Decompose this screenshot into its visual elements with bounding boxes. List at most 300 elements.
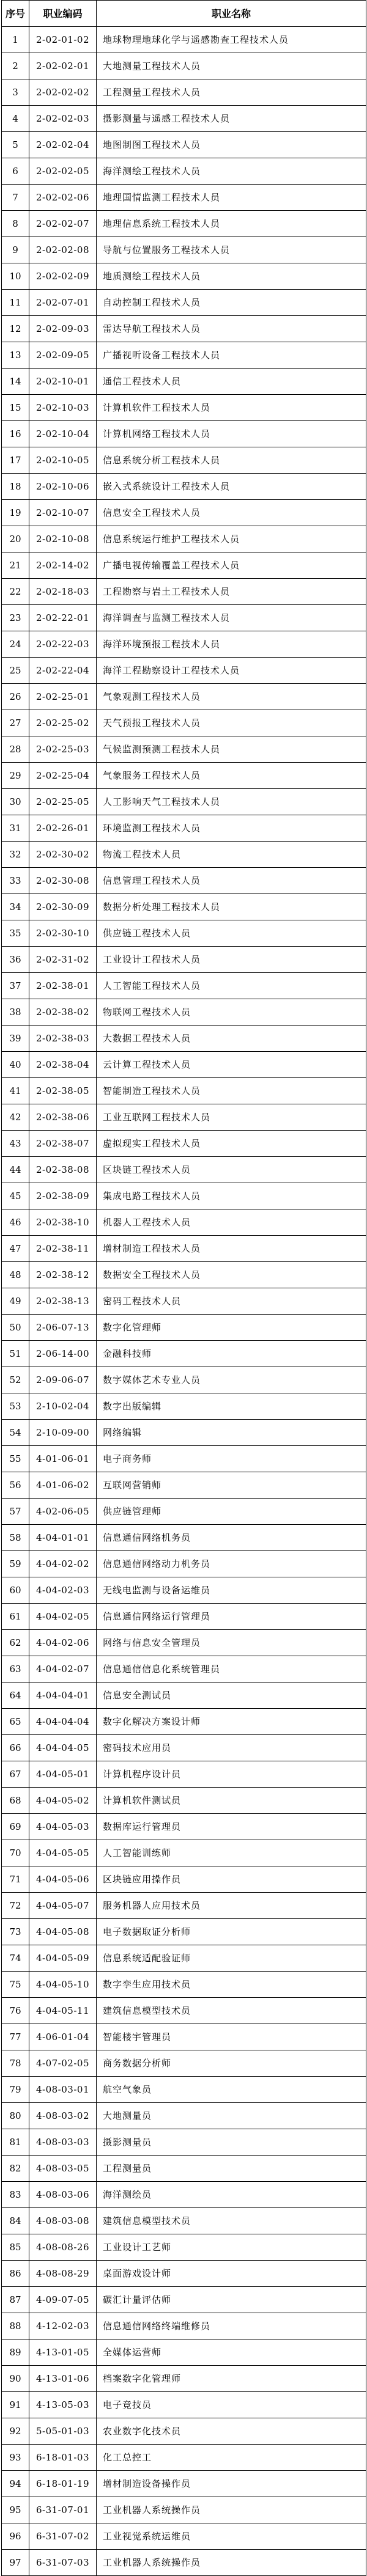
table-row	[2, 2024, 366, 2050]
table-row	[2, 237, 366, 263]
occupation-name: 大地测量员	[97, 2103, 366, 2129]
table-row	[2, 658, 366, 684]
occupation-code: 2-02-30-08	[29, 868, 97, 894]
row-index: 23	[2, 605, 29, 631]
occupation-code: 4-04-05-09	[29, 1945, 97, 1972]
occupation-name: 虚拟现实工程技术人员	[97, 1131, 366, 1157]
table-row	[2, 1656, 366, 1682]
row-index: 35	[2, 920, 29, 947]
table-row	[2, 2287, 366, 2313]
occupation-code: 4-04-05-01	[29, 1761, 97, 1788]
occupation-name: 人工影响天气工程技术人员	[97, 789, 366, 815]
row-index: 48	[2, 1262, 29, 1288]
row-index: 28	[2, 736, 29, 763]
table-row	[2, 369, 366, 395]
table-row	[2, 2234, 366, 2261]
occupation-name: 集成电路工程技术人员	[97, 1183, 366, 1209]
occupation-code: 4-04-01-01	[29, 1525, 97, 1551]
table-row	[2, 1052, 366, 1078]
table-row	[2, 1551, 366, 1577]
occupation-code: 2-02-38-02	[29, 999, 97, 1026]
occupation-code: 2-10-02-04	[29, 1393, 97, 1420]
occupation-code: 2-02-10-08	[29, 526, 97, 552]
occupation-name: 摄影测量员	[97, 2129, 366, 2156]
row-index: 2	[2, 53, 29, 79]
occupation-name: 海洋测绘工程技术人员	[97, 158, 366, 185]
row-index: 11	[2, 290, 29, 316]
occupation-name: 网络与信息安全管理员	[97, 1630, 366, 1656]
row-index: 40	[2, 1052, 29, 1078]
occupation-name: 计算机软件工程技术人员	[97, 395, 366, 421]
row-index: 59	[2, 1551, 29, 1577]
occupation-name: 网络编辑	[97, 1420, 366, 1446]
row-index: 91	[2, 2392, 29, 2418]
table-row	[2, 2208, 366, 2234]
row-index: 29	[2, 763, 29, 789]
row-index: 32	[2, 842, 29, 868]
table-row	[2, 1840, 366, 1866]
table-row	[2, 710, 366, 736]
occupation-name: 工业机器人系统操作员	[97, 2497, 366, 2523]
occupation-name: 工业互联网工程技术人员	[97, 1104, 366, 1131]
table-row	[2, 920, 366, 947]
occupation-code: 2-02-38-10	[29, 1209, 97, 1236]
occupation-name: 桌面游戏设计师	[97, 2261, 366, 2287]
table-row	[2, 1341, 366, 1367]
row-index: 31	[2, 815, 29, 842]
occupation-name: 数字化解决方案设计师	[97, 1709, 366, 1735]
occupation-name: 金融科技师	[97, 1341, 366, 1367]
occupation-name: 商务数据分析师	[97, 2050, 366, 2077]
occupation-name: 地质测绘工程技术人员	[97, 263, 366, 290]
row-index: 62	[2, 1630, 29, 1656]
occupation-name: 电子数据取证分析师	[97, 1919, 366, 1945]
occupation-code: 2-02-38-13	[29, 1288, 97, 1315]
occupation-code: 2-02-02-06	[29, 185, 97, 211]
occupation-code: 2-02-02-04	[29, 132, 97, 158]
table-row	[2, 79, 366, 106]
table-row	[2, 2129, 366, 2156]
table-row	[2, 2550, 366, 2576]
row-index: 1	[2, 27, 29, 53]
occupation-name: 密码技术应用员	[97, 1735, 366, 1761]
occupation-name: 信息通信网络机务员	[97, 1525, 366, 1551]
row-index: 66	[2, 1735, 29, 1761]
occupation-name: 数据安全工程技术人员	[97, 1262, 366, 1288]
row-index: 51	[2, 1341, 29, 1367]
occupation-name: 信息通信网络运行管理员	[97, 1604, 366, 1630]
row-index: 34	[2, 894, 29, 920]
occupation-name: 信息通信网络动力机务员	[97, 1551, 366, 1577]
occupation-code: 6-18-01-19	[29, 2471, 97, 2497]
table-row	[2, 1157, 366, 1183]
occupation-name: 数字孪生应用技术员	[97, 1972, 366, 1998]
occupation-name: 海洋环境预报工程技术人员	[97, 631, 366, 658]
table-row	[2, 1131, 366, 1157]
occupation-name: 增材制造设备操作员	[97, 2471, 366, 2497]
table-row	[2, 1078, 366, 1104]
occupation-name: 智能制造工程技术人员	[97, 1078, 366, 1104]
occupation-name: 全媒体运营师	[97, 2339, 366, 2366]
row-index: 77	[2, 2024, 29, 2050]
occupation-name: 无线电监测与设备运维员	[97, 1577, 366, 1604]
table-row	[2, 1866, 366, 1893]
row-index: 68	[2, 1788, 29, 1814]
table-row	[2, 894, 366, 920]
row-index: 83	[2, 2182, 29, 2208]
occupation-name: 天气预报工程技术人员	[97, 710, 366, 736]
table-row	[2, 2261, 366, 2287]
table-row	[2, 1393, 366, 1420]
table-row	[2, 500, 366, 526]
row-index: 74	[2, 1945, 29, 1972]
table-row	[2, 1919, 366, 1945]
row-index: 22	[2, 579, 29, 605]
occupation-name: 信息系统适配验证师	[97, 1945, 366, 1972]
occupation-code: 2-02-38-03	[29, 1026, 97, 1052]
occupation-name: 供应链工程技术人员	[97, 920, 366, 947]
occupation-name: 海洋调查与监测工程技术人员	[97, 605, 366, 631]
table-row	[2, 263, 366, 290]
table-row	[2, 1893, 366, 1919]
occupation-name: 互联网营销师	[97, 1472, 366, 1499]
row-index: 47	[2, 1236, 29, 1262]
table-row	[2, 1630, 366, 1656]
occupation-name: 气象服务工程技术人员	[97, 763, 366, 789]
occupation-code: 4-04-05-06	[29, 1866, 97, 1893]
occupation-name: 数字化管理师	[97, 1315, 366, 1341]
table-row	[2, 1315, 366, 1341]
row-index: 88	[2, 2313, 29, 2339]
table-row	[2, 763, 366, 789]
row-index: 56	[2, 1472, 29, 1499]
occupation-name: 人工智能训练师	[97, 1840, 366, 1866]
occupation-name: 计算机软件测试员	[97, 1788, 366, 1814]
row-index: 65	[2, 1709, 29, 1735]
occupation-name: 工程测量工程技术人员	[97, 79, 366, 106]
occupation-name: 航空气象员	[97, 2077, 366, 2103]
occupation-code: 4-06-01-04	[29, 2024, 97, 2050]
occupation-code: 2-02-26-01	[29, 815, 97, 842]
row-index: 87	[2, 2287, 29, 2313]
occupation-code: 2-02-25-02	[29, 710, 97, 736]
occupation-name: 广播视听设备工程技术人员	[97, 342, 366, 369]
row-index: 97	[2, 2550, 29, 2576]
table-row	[2, 815, 366, 842]
row-index: 15	[2, 395, 29, 421]
occupation-name: 地理信息系统工程技术人员	[97, 211, 366, 237]
table-row	[2, 474, 366, 500]
occupation-name: 智能楼宇管理员	[97, 2024, 366, 2050]
occupation-code: 2-02-38-04	[29, 1052, 97, 1078]
table-row	[2, 2445, 366, 2471]
table-row	[2, 2103, 366, 2129]
row-index: 17	[2, 447, 29, 474]
table-row	[2, 605, 366, 631]
occupation-code: 4-04-02-07	[29, 1656, 97, 1682]
occupation-code: 2-02-38-01	[29, 973, 97, 999]
occupation-name: 工业视觉系统运维员	[97, 2523, 366, 2550]
occupation-name: 建筑信息模型技术员	[97, 2208, 366, 2234]
occupation-code: 4-08-03-05	[29, 2156, 97, 2182]
occupation-name: 广播电视传输覆盖工程技术人员	[97, 552, 366, 579]
occupation-name: 信息安全测试员	[97, 1682, 366, 1709]
row-index: 92	[2, 2418, 29, 2445]
row-index: 45	[2, 1183, 29, 1209]
occupation-name: 摄影测量与遥感工程技术人员	[97, 106, 366, 132]
row-index: 3	[2, 79, 29, 106]
occupation-name: 数据库运行管理员	[97, 1814, 366, 1840]
row-index: 13	[2, 342, 29, 369]
occupation-code: 4-04-02-03	[29, 1577, 97, 1604]
row-index: 39	[2, 1026, 29, 1052]
occupation-name: 导航与位置服务工程技术人员	[97, 237, 366, 263]
occupation-name: 化工总控工	[97, 2445, 366, 2471]
occupation-code: 2-09-06-07	[29, 1367, 97, 1393]
row-index: 27	[2, 710, 29, 736]
row-index: 12	[2, 316, 29, 342]
occupation-code: 2-02-38-09	[29, 1183, 97, 1209]
occupation-name: 地理国情监测工程技术人员	[97, 185, 366, 211]
row-index: 33	[2, 868, 29, 894]
occupation-name: 海洋测绘员	[97, 2182, 366, 2208]
occupation-name: 大数据工程技术人员	[97, 1026, 366, 1052]
occupation-name: 工业设计工程技术人员	[97, 947, 366, 973]
occupation-code: 6-31-07-03	[29, 2550, 97, 2576]
occupation-name: 农业数字化技术员	[97, 2418, 366, 2445]
occupation-name: 物流工程技术人员	[97, 842, 366, 868]
table-row	[2, 684, 366, 710]
occupation-code: 2-02-09-03	[29, 316, 97, 342]
occupation-code: 2-02-02-05	[29, 158, 97, 185]
table-row	[2, 999, 366, 1026]
row-index: 36	[2, 947, 29, 973]
row-index: 90	[2, 2366, 29, 2392]
table-row	[2, 2182, 366, 2208]
row-index: 41	[2, 1078, 29, 1104]
occupation-name: 增材制造工程技术人员	[97, 1236, 366, 1262]
table-row	[2, 1945, 366, 1972]
occupation-code: 4-04-02-02	[29, 1551, 97, 1577]
occupation-code: 4-01-06-01	[29, 1446, 97, 1472]
occupation-code: 4-01-06-02	[29, 1472, 97, 1499]
occupation-code: 4-08-03-08	[29, 2208, 97, 2234]
table-row	[2, 1998, 366, 2024]
row-index: 52	[2, 1367, 29, 1393]
header-code: 职业编码	[29, 1, 97, 27]
table-row	[2, 1814, 366, 1840]
table-row	[2, 53, 366, 79]
row-index: 44	[2, 1157, 29, 1183]
occupation-name: 信息通信网络终端维修员	[97, 2313, 366, 2339]
row-index: 75	[2, 1972, 29, 1998]
row-index: 38	[2, 999, 29, 1026]
occupation-code: 4-08-03-03	[29, 2129, 97, 2156]
occupation-name: 人工智能工程技术人员	[97, 973, 366, 999]
occupation-name: 信息系统分析工程技术人员	[97, 447, 366, 474]
row-index: 49	[2, 1288, 29, 1315]
occupation-code: 2-02-02-07	[29, 211, 97, 237]
row-index: 14	[2, 369, 29, 395]
table-row	[2, 2471, 366, 2497]
row-index: 25	[2, 658, 29, 684]
table-row	[2, 395, 366, 421]
header-index: 序号	[2, 1, 29, 27]
row-index: 67	[2, 1761, 29, 1788]
table-row	[2, 1972, 366, 1998]
table-header-row	[2, 1, 366, 27]
table-row	[2, 2523, 366, 2550]
occupation-name: 数字出版编辑	[97, 1393, 366, 1420]
occupation-code: 2-02-18-03	[29, 579, 97, 605]
row-index: 94	[2, 2471, 29, 2497]
occupation-name: 物联网工程技术人员	[97, 999, 366, 1026]
occupation-code: 4-02-06-05	[29, 1499, 97, 1525]
occupation-code: 2-10-09-00	[29, 1420, 97, 1446]
occupation-name: 计算机程序设计员	[97, 1761, 366, 1788]
table-row	[2, 1288, 366, 1315]
table-row	[2, 447, 366, 474]
occupation-name: 海洋工程勘察设计工程技术人员	[97, 658, 366, 684]
occupation-code: 4-09-07-05	[29, 2287, 97, 2313]
table-row	[2, 2418, 366, 2445]
row-index: 7	[2, 185, 29, 211]
occupation-name: 自动控制工程技术人员	[97, 290, 366, 316]
table-row	[2, 106, 366, 132]
header-name: 职业名称	[97, 1, 366, 27]
occupation-code: 2-02-38-07	[29, 1131, 97, 1157]
occupation-code: 4-13-01-06	[29, 2366, 97, 2392]
occupation-name: 区块链应用操作员	[97, 1866, 366, 1893]
row-index: 9	[2, 237, 29, 263]
occupation-code: 2-02-10-06	[29, 474, 97, 500]
table-row	[2, 132, 366, 158]
row-index: 78	[2, 2050, 29, 2077]
occupation-name: 计算机网络工程技术人员	[97, 421, 366, 447]
occupation-code: 4-04-04-04	[29, 1709, 97, 1735]
row-index: 84	[2, 2208, 29, 2234]
occupation-code: 4-04-04-01	[29, 1682, 97, 1709]
row-index: 43	[2, 1131, 29, 1157]
occupation-code: 2-02-10-01	[29, 369, 97, 395]
row-index: 6	[2, 158, 29, 185]
occupation-name: 电子商务师	[97, 1446, 366, 1472]
table-row	[2, 1262, 366, 1288]
occupation-code: 2-06-07-13	[29, 1315, 97, 1341]
table-row	[2, 1709, 366, 1735]
occupation-code: 4-08-03-02	[29, 2103, 97, 2129]
row-index: 19	[2, 500, 29, 526]
occupation-code: 4-13-05-03	[29, 2392, 97, 2418]
table-row	[2, 789, 366, 815]
row-index: 21	[2, 552, 29, 579]
occupation-code: 2-02-10-04	[29, 421, 97, 447]
row-index: 54	[2, 1420, 29, 1446]
occupation-name: 服务机器人应用技术员	[97, 1893, 366, 1919]
occupation-name: 信息安全工程技术人员	[97, 500, 366, 526]
row-index: 79	[2, 2077, 29, 2103]
occupation-code: 2-02-22-03	[29, 631, 97, 658]
occupation-code: 2-02-30-09	[29, 894, 97, 920]
occupation-code: 2-02-38-12	[29, 1262, 97, 1288]
table-row	[2, 1682, 366, 1709]
occupation-code: 4-04-05-05	[29, 1840, 97, 1866]
table-row	[2, 290, 366, 316]
table-row	[2, 1577, 366, 1604]
occupation-code: 2-02-25-04	[29, 763, 97, 789]
occupation-code: 2-02-07-01	[29, 290, 97, 316]
occupation-name: 大地测量工程技术人员	[97, 53, 366, 79]
occupation-code: 2-02-02-08	[29, 237, 97, 263]
row-index: 73	[2, 1919, 29, 1945]
table-row	[2, 631, 366, 658]
occupation-name: 信息管理工程技术人员	[97, 868, 366, 894]
row-index: 96	[2, 2523, 29, 2550]
occupation-name: 信息通信信息化系统管理员	[97, 1656, 366, 1682]
row-index: 53	[2, 1393, 29, 1420]
occupation-name: 信息系统运行维护工程技术人员	[97, 526, 366, 552]
occupation-name: 区块链工程技术人员	[97, 1157, 366, 1183]
occupation-name: 电子竞技员	[97, 2392, 366, 2418]
table-row	[2, 1761, 366, 1788]
row-index: 76	[2, 1998, 29, 2024]
table-row	[2, 1367, 366, 1393]
table-row	[2, 868, 366, 894]
occupation-name: 建筑信息模型技术员	[97, 1998, 366, 2024]
table-row	[2, 973, 366, 999]
occupation-code: 2-02-10-07	[29, 500, 97, 526]
table-row	[2, 2366, 366, 2392]
row-index: 55	[2, 1446, 29, 1472]
row-index: 86	[2, 2261, 29, 2287]
row-index: 30	[2, 789, 29, 815]
table-row	[2, 1104, 366, 1131]
table-body	[2, 27, 366, 2576]
row-index: 46	[2, 1209, 29, 1236]
row-index: 42	[2, 1104, 29, 1131]
row-index: 60	[2, 1577, 29, 1604]
row-index: 63	[2, 1656, 29, 1682]
occupation-name: 嵌入式系统设计工程技术人员	[97, 474, 366, 500]
row-index: 72	[2, 1893, 29, 1919]
occupation-name: 云计算工程技术人员	[97, 1052, 366, 1078]
row-index: 71	[2, 1866, 29, 1893]
occupation-code: 2-02-31-02	[29, 947, 97, 973]
row-index: 85	[2, 2234, 29, 2261]
occupation-name: 通信工程技术人员	[97, 369, 366, 395]
occupation-name: 工业设计工艺师	[97, 2234, 366, 2261]
table-row	[2, 2156, 366, 2182]
occupation-code: 2-06-14-00	[29, 1341, 97, 1367]
occupation-code: 2-02-25-03	[29, 736, 97, 763]
occupation-code: 2-02-25-05	[29, 789, 97, 815]
occupation-code: 4-04-02-06	[29, 1630, 97, 1656]
occupation-code: 4-08-03-06	[29, 2182, 97, 2208]
table-row	[2, 736, 366, 763]
occupation-code: 2-02-14-02	[29, 552, 97, 579]
occupation-code: 2-02-25-01	[29, 684, 97, 710]
occupation-code: 2-02-30-10	[29, 920, 97, 947]
table-row	[2, 579, 366, 605]
occupation-code: 2-02-02-09	[29, 263, 97, 290]
occupation-name: 气候监测预测工程技术人员	[97, 736, 366, 763]
row-index: 69	[2, 1814, 29, 1840]
occupation-code: 4-04-05-02	[29, 1788, 97, 1814]
row-index: 26	[2, 684, 29, 710]
table-row	[2, 2077, 366, 2103]
row-index: 80	[2, 2103, 29, 2129]
row-index: 61	[2, 1604, 29, 1630]
